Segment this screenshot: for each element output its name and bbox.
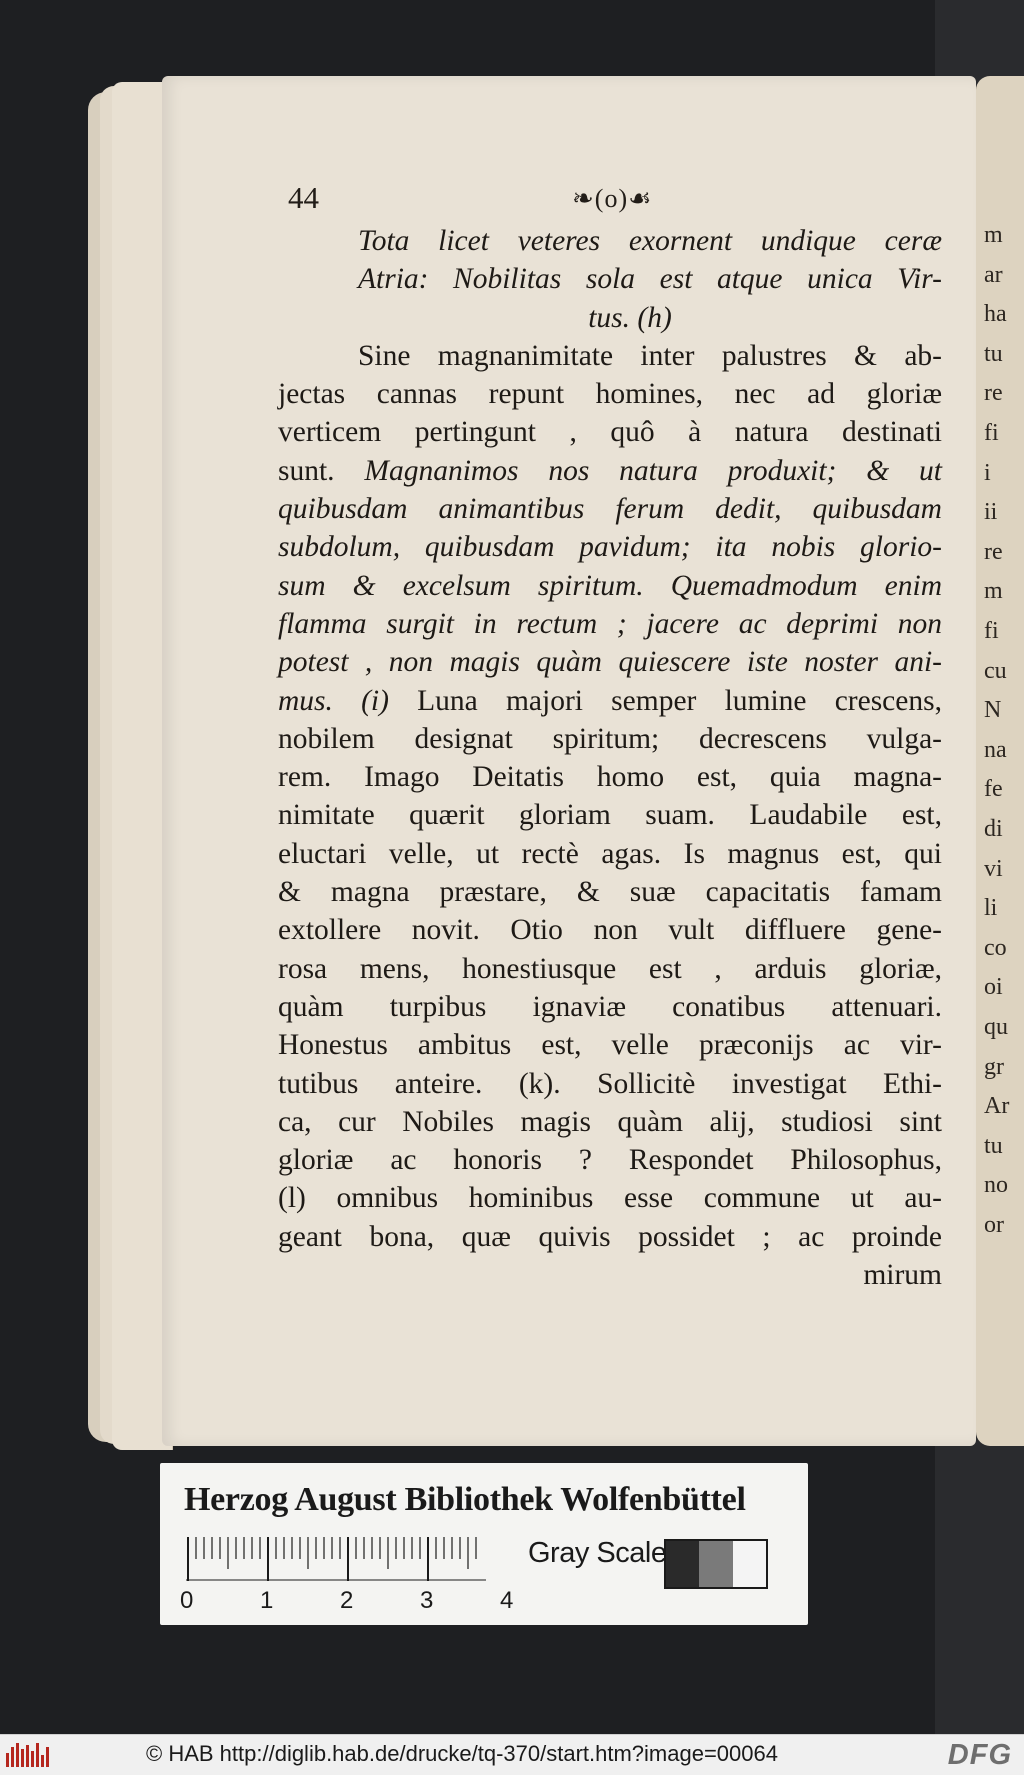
text-line: & magna præstare, & suæ capacitatis famam [278, 876, 942, 909]
copyright-link[interactable]: © HAB http://diglib.hab.de/drucke/tq-370/start.htm?image=00064 [146, 1741, 778, 1766]
gray-scale-swatches [664, 1539, 768, 1589]
next-page-fragment: oi [984, 974, 1003, 1001]
text-line: extollere novit. Otio non vult diffluere gene- [278, 914, 942, 947]
dfg-logo: DFG [947, 1739, 1012, 1771]
page-header [162, 180, 976, 220]
ruler-scale [186, 1537, 486, 1581]
next-page-fragment: di [984, 816, 1003, 842]
text-line: mirum [863, 1259, 942, 1292]
text-line: subdolum, quibusdam pavidum; ita nobis glorio- [278, 531, 942, 564]
text-line: gloriæ ac honoris ? Respondet Philosophus, [278, 1144, 942, 1177]
next-page-fragment: re [984, 380, 1003, 407]
page-text [278, 222, 942, 1294]
next-page-fragment: cu [984, 657, 1007, 684]
next-page-fragment: ha [984, 301, 1007, 328]
next-page-fragment: ar [984, 261, 1003, 288]
next-page-fragment: tu [984, 340, 1003, 367]
next-page-fragment: or [984, 1212, 1004, 1238]
text-line: (l) omnibus hominibus esse commune ut au- [278, 1182, 942, 1215]
text-line: nobilem designat spiritum; decrescens vulga- [278, 722, 942, 755]
next-page-fragment: fe [984, 776, 1003, 803]
gray-swatch [733, 1541, 766, 1587]
next-page-fragment: fi [984, 420, 999, 446]
next-page-fragment: m [984, 578, 1003, 605]
next-page-fragment: na [984, 736, 1007, 763]
next-page-fragment: tu [984, 1132, 1003, 1159]
text-line: geant bona, quæ quivis possidet ; ac proinde [278, 1220, 942, 1253]
next-page-fragment: fi [984, 618, 999, 644]
text-line: nimitate quærit gloriam suam. Laudabile est, [278, 799, 942, 832]
gray-swatch [699, 1541, 732, 1587]
text-line: Atria: Nobilitas sola est atque unica Vir- [358, 263, 942, 296]
gray-swatch [666, 1541, 699, 1587]
text-line: jectas cannas repunt homines, nec ad gloriæ [278, 378, 942, 411]
next-page-fragment: re [984, 538, 1003, 565]
next-page-fragment: gr [984, 1053, 1004, 1080]
text-line: rem. Imago Deitatis homo est, quia magna- [278, 761, 942, 794]
text-line: sunt. Magnanimos nos natura produxit; & ut [278, 454, 942, 487]
next-page-fragment: li [984, 895, 998, 922]
text-line: potest , non magis quàm quiescere iste noster ani- [278, 646, 942, 679]
card-title: Herzog August Bibliothek Wolfenbüttel [184, 1481, 746, 1518]
text-line: Tota licet veteres exornent undique ceræ [358, 225, 942, 257]
next-page-fragment: qu [984, 1014, 1008, 1040]
next-page-edge [976, 76, 1024, 1446]
next-page-fragment: m [984, 222, 1003, 248]
text-line: rosa mens, honestiusque est , arduis gloriæ, [278, 952, 942, 985]
next-page-fragment: no [984, 1172, 1008, 1199]
next-page-fragment: co [984, 934, 1007, 961]
scale-number: 0 [180, 1587, 194, 1614]
header-ornament: ❧(o)☙ [572, 184, 653, 213]
scale-number: 1 [260, 1587, 274, 1614]
text-line: quàm turpibus ignaviæ conatibus attenuari. [278, 990, 942, 1023]
next-page-fragment: N [984, 697, 1002, 724]
viewer-footer [0, 1734, 1024, 1775]
text-line: Honestus ambitus est, velle præconijs ac vir- [278, 1029, 942, 1062]
text-line: sum & excelsum spiritum. Quemadmodum enim [278, 569, 942, 602]
hab-logo-icon [6, 1743, 49, 1767]
next-page-fragment: vi [984, 855, 1003, 882]
text-line: mus. (i) Luna majori semper lumine crescens, [278, 684, 942, 717]
page-number: 44 [288, 180, 319, 215]
text-line: ca, cur Nobiles magis quàm alij, studiosi sint [278, 1105, 942, 1138]
book-page [162, 76, 976, 1446]
scale-number: 4 [500, 1587, 514, 1614]
text-line: Sine magnanimitate inter palustres & ab- [358, 339, 942, 372]
scale-number: 3 [420, 1587, 434, 1614]
color-calibration-card [160, 1463, 808, 1625]
ruler-ticks [186, 1537, 486, 1581]
text-line: flamma surgit in rectum ; jacere ac deprimi non [278, 607, 942, 640]
next-page-fragment: ii [984, 499, 998, 526]
text-line: verticem pertingunt , quô à natura destinati [278, 416, 942, 449]
text-line: tutibus anteire. (k). Sollicitè investigat Ethi- [278, 1067, 942, 1100]
text-line: quibusdam animantibus ferum dedit, quibusdam [278, 493, 942, 526]
scale-number: 2 [340, 1587, 354, 1614]
gray-scale-label: Gray Scale [528, 1537, 667, 1569]
next-page-fragment: Ar [984, 1093, 1010, 1120]
next-page-fragment: i [984, 459, 991, 486]
text-line: tus. (h) [588, 301, 672, 334]
text-line: eluctari velle, ut rectè agas. Is magnus est, qui [278, 837, 942, 870]
